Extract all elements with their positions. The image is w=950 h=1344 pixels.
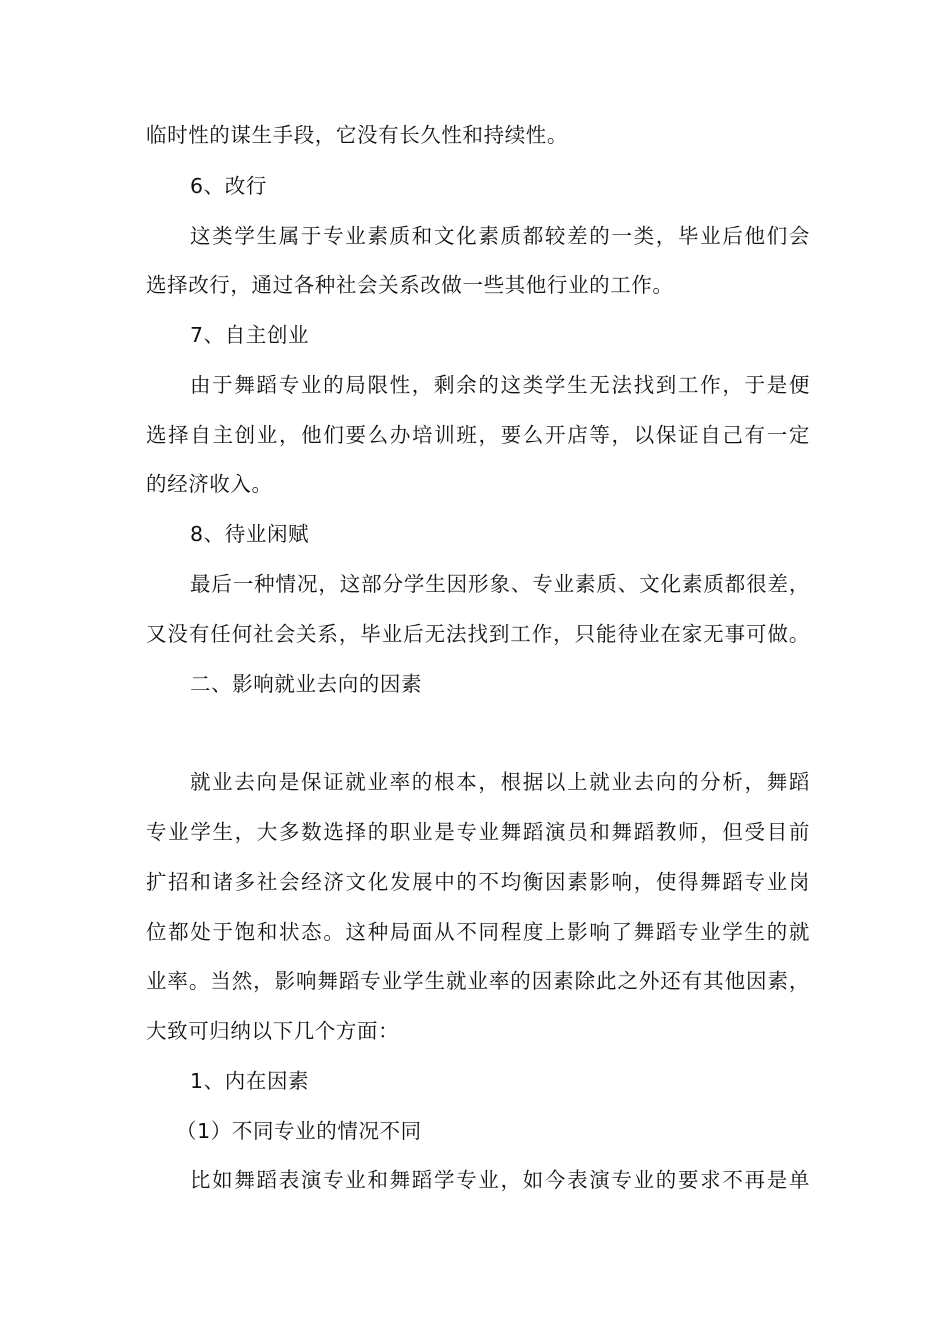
paragraph-line: 专业学生，大多数选择的职业是专业舞蹈演员和舞蹈教师，但受目前 — [146, 820, 810, 844]
paragraph-line: 位都处于饱和状态。这种局面从不同程度上影响了舞蹈专业学生的就 — [146, 920, 810, 944]
section-heading: 8、待业闲赋 — [190, 522, 310, 546]
paragraph-line: 大致可归纳以下几个方面： — [146, 1019, 400, 1043]
paragraph-line: 又没有任何社会关系，毕业后无法找到工作，只能待业在家无事可做。 — [146, 622, 810, 646]
paragraph-line: 这类学生属于专业素质和文化素质都较差的一类，毕业后他们会 — [190, 224, 810, 248]
section-heading: 6、改行 — [190, 174, 267, 198]
subsection-heading: （1）不同专业的情况不同 — [176, 1119, 422, 1143]
paragraph-line: 就业去向是保证就业率的根本，根据以上就业去向的分析，舞蹈 — [190, 770, 810, 794]
paragraph-line: 最后一种情况，这部分学生因形象、专业素质、文化素质都很差， — [190, 572, 810, 596]
paragraph-line: 的经济收入。 — [146, 472, 273, 496]
paragraph-line: 扩招和诸多社会经济文化发展中的不均衡因素影响，使得舞蹈专业岗 — [146, 870, 810, 894]
section-heading: 1、内在因素 — [190, 1069, 310, 1093]
section-heading: 二、影响就业去向的因素 — [190, 672, 423, 696]
paragraph-line: 比如舞蹈表演专业和舞蹈学专业，如今表演专业的要求不再是单 — [190, 1168, 810, 1192]
paragraph-line: 由于舞蹈专业的局限性，剩余的这类学生无法找到工作，于是便 — [190, 373, 810, 397]
paragraph-line: 选择改行，通过各种社会关系改做一些其他行业的工作。 — [146, 273, 674, 297]
section-heading: 7、自主创业 — [190, 323, 310, 347]
paragraph-line: 临时性的谋生手段，它没有长久性和持续性。 — [146, 123, 568, 147]
paragraph-line: 业率。当然，影响舞蹈专业学生就业率的因素除此之外还有其他因素， — [146, 969, 810, 993]
paragraph-line: 选择自主创业，他们要么办培训班，要么开店等，以保证自己有一定 — [146, 423, 810, 447]
